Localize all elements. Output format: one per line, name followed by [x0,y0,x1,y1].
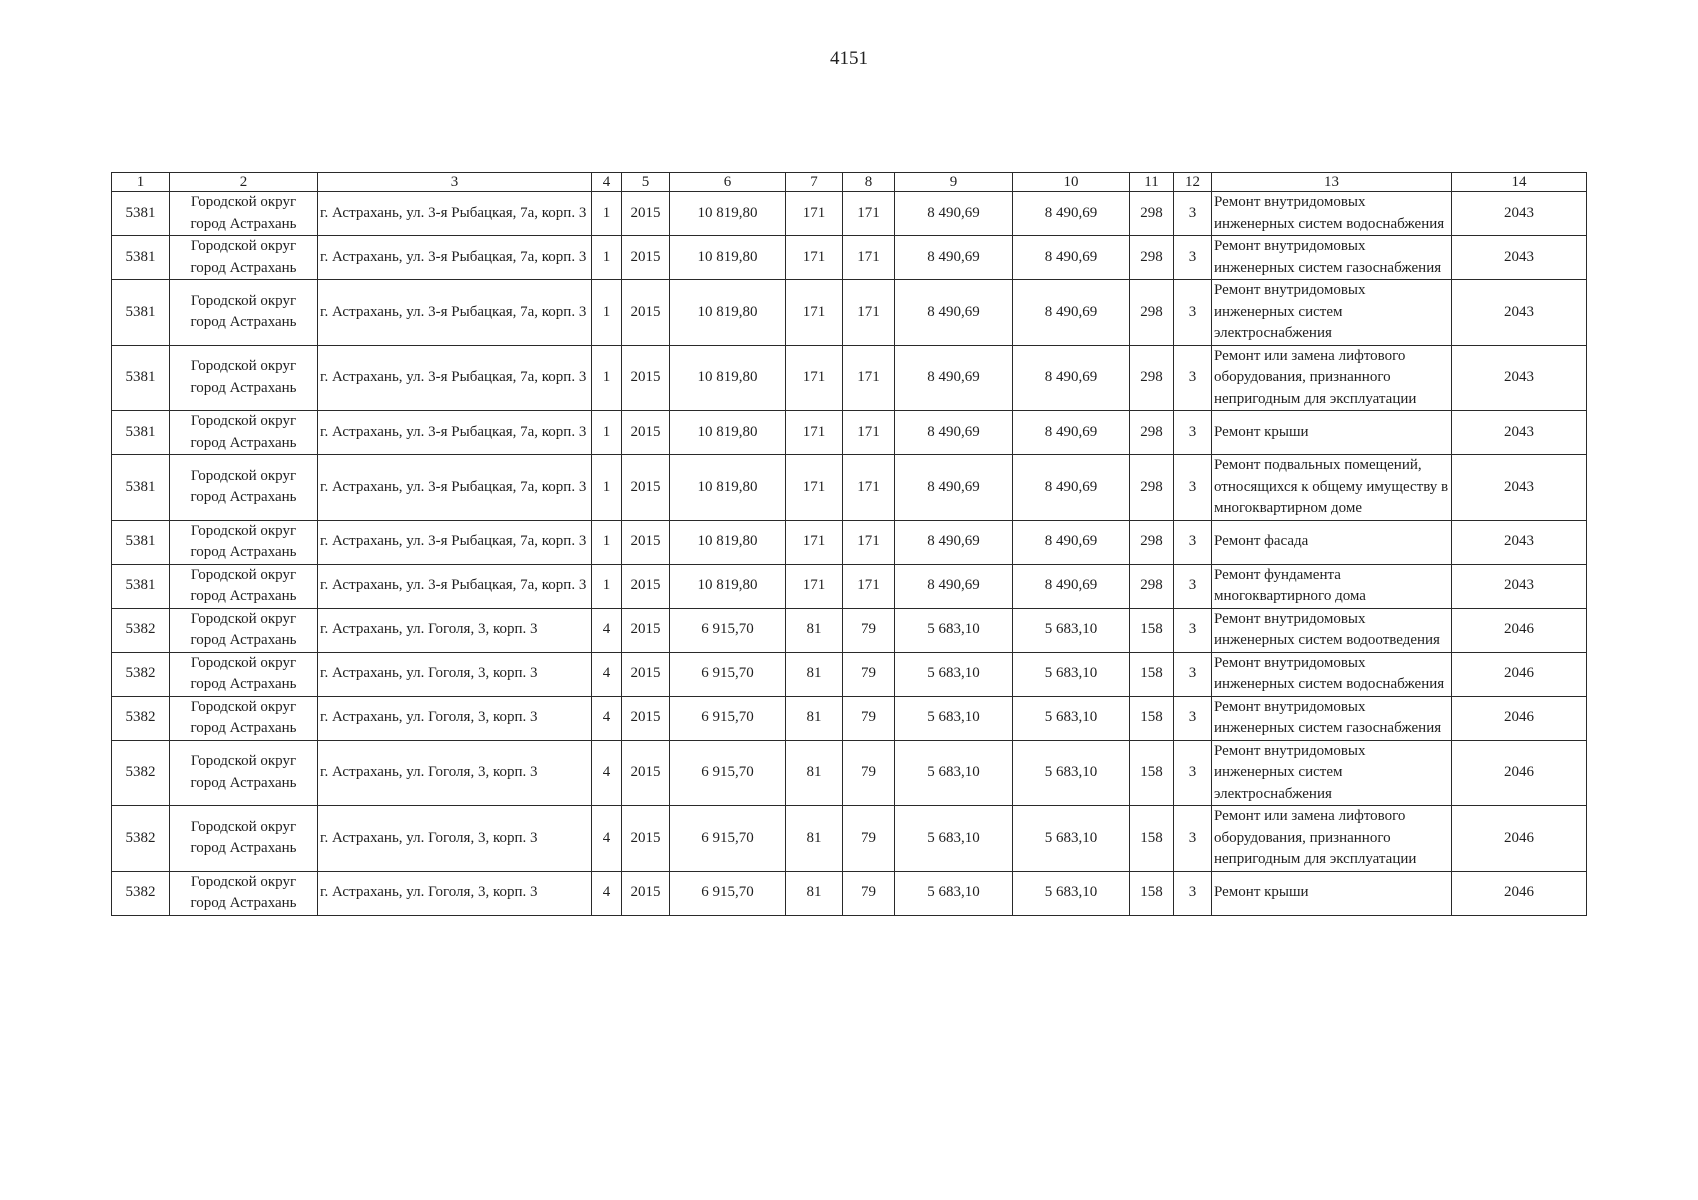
column-4-cell: 4 [592,806,622,872]
column-4-cell: 4 [592,652,622,696]
municipality-cell: Городской округ город Астрахань [170,871,318,915]
column-4-cell: 4 [592,871,622,915]
column-10-cell: 5 683,10 [1013,740,1130,806]
column-7-cell: 171 [786,280,843,346]
column-10-cell: 8 490,69 [1013,520,1130,564]
planned-year-cell: 2043 [1452,345,1587,411]
column-10-cell: 5 683,10 [1013,696,1130,740]
page-number: 4151 [830,48,868,69]
column-6-cell: 10 819,80 [670,192,786,236]
column-6-cell: 6 915,70 [670,806,786,872]
municipality-cell: Городской округ город Астрахань [170,192,318,236]
column-11-cell: 298 [1130,345,1174,411]
column-6-cell: 10 819,80 [670,411,786,455]
column-6-cell: 6 915,70 [670,652,786,696]
column-11-cell: 298 [1130,236,1174,280]
column-9-cell: 8 490,69 [895,236,1013,280]
planned-year-cell: 2043 [1452,455,1587,521]
record-id-cell: 5382 [112,608,170,652]
column-8-cell: 79 [843,740,895,806]
column-6-cell: 10 819,80 [670,280,786,346]
planned-year-cell: 2043 [1452,192,1587,236]
municipality-cell: Городской округ город Астрахань [170,345,318,411]
column-number: 7 [786,173,843,192]
column-number: 13 [1212,173,1452,192]
table-row [112,608,1587,652]
column-12-cell: 3 [1174,411,1212,455]
municipality-cell: Городской округ город Астрахань [170,652,318,696]
address-cell: г. Астрахань, ул. Гоголя, 3, корп. 3 [318,806,592,872]
record-id-cell: 5381 [112,280,170,346]
column-9-cell: 5 683,10 [895,652,1013,696]
year-cell: 2015 [622,696,670,740]
column-number: 10 [1013,173,1130,192]
column-7-cell: 171 [786,236,843,280]
column-10-cell: 8 490,69 [1013,280,1130,346]
year-cell: 2015 [622,520,670,564]
column-6-cell: 10 819,80 [670,564,786,608]
column-8-cell: 171 [843,411,895,455]
column-10-cell: 5 683,10 [1013,608,1130,652]
year-cell: 2015 [622,345,670,411]
column-11-cell: 298 [1130,192,1174,236]
table-row [112,564,1587,608]
column-12-cell: 3 [1174,192,1212,236]
year-cell: 2015 [622,411,670,455]
column-8-cell: 79 [843,871,895,915]
record-id-cell: 5381 [112,236,170,280]
column-6-cell: 10 819,80 [670,236,786,280]
column-number: 5 [622,173,670,192]
column-number: 11 [1130,173,1174,192]
column-9-cell: 5 683,10 [895,696,1013,740]
column-8-cell: 171 [843,520,895,564]
column-number: 1 [112,173,170,192]
table-row [112,806,1587,872]
column-9-cell: 8 490,69 [895,345,1013,411]
column-10-cell: 8 490,69 [1013,564,1130,608]
record-id-cell: 5381 [112,520,170,564]
year-cell: 2015 [622,871,670,915]
column-8-cell: 79 [843,806,895,872]
column-number: 12 [1174,173,1212,192]
column-12-cell: 3 [1174,280,1212,346]
column-8-cell: 171 [843,192,895,236]
record-id-cell: 5382 [112,871,170,915]
column-4-cell: 1 [592,455,622,521]
column-11-cell: 158 [1130,696,1174,740]
column-7-cell: 81 [786,806,843,872]
table-row [112,740,1587,806]
column-4-cell: 4 [592,608,622,652]
column-7-cell: 171 [786,564,843,608]
year-cell: 2015 [622,455,670,521]
column-12-cell: 3 [1174,455,1212,521]
work-type-cell: Ремонт внутридомовых инженерных систем электроснабжения [1212,740,1452,806]
record-id-cell: 5382 [112,806,170,872]
column-9-cell: 8 490,69 [895,411,1013,455]
column-8-cell: 171 [843,280,895,346]
table-row [112,871,1587,915]
column-4-cell: 1 [592,520,622,564]
year-cell: 2015 [622,564,670,608]
record-id-cell: 5381 [112,411,170,455]
column-number-row [112,173,1587,192]
municipality-cell: Городской округ город Астрахань [170,236,318,280]
address-cell: г. Астрахань, ул. Гоголя, 3, корп. 3 [318,696,592,740]
column-12-cell: 3 [1174,345,1212,411]
column-11-cell: 298 [1130,455,1174,521]
municipality-cell: Городской округ город Астрахань [170,564,318,608]
table-row [112,192,1587,236]
column-10-cell: 8 490,69 [1013,236,1130,280]
column-number: 3 [318,173,592,192]
column-12-cell: 3 [1174,236,1212,280]
record-id-cell: 5381 [112,192,170,236]
column-4-cell: 4 [592,740,622,806]
work-type-cell: Ремонт внутридомовых инженерных систем газоснабжения [1212,696,1452,740]
year-cell: 2015 [622,192,670,236]
column-9-cell: 5 683,10 [895,871,1013,915]
address-cell: г. Астрахань, ул. 3-я Рыбацкая, 7а, корп. 3 [318,411,592,455]
column-9-cell: 5 683,10 [895,608,1013,652]
column-7-cell: 171 [786,345,843,411]
planned-year-cell: 2046 [1452,740,1587,806]
register-table [111,172,1587,916]
column-11-cell: 158 [1130,806,1174,872]
column-10-cell: 5 683,10 [1013,806,1130,872]
column-4-cell: 1 [592,411,622,455]
column-7-cell: 171 [786,455,843,521]
municipality-cell: Городской округ город Астрахань [170,608,318,652]
column-7-cell: 171 [786,192,843,236]
column-10-cell: 8 490,69 [1013,455,1130,521]
planned-year-cell: 2046 [1452,608,1587,652]
column-12-cell: 3 [1174,652,1212,696]
column-8-cell: 79 [843,652,895,696]
column-9-cell: 5 683,10 [895,806,1013,872]
column-4-cell: 1 [592,345,622,411]
work-type-cell: Ремонт внутридомовых инженерных систем электроснабжения [1212,280,1452,346]
planned-year-cell: 2043 [1452,411,1587,455]
address-cell: г. Астрахань, ул. 3-я Рыбацкая, 7а, корп. 3 [318,236,592,280]
column-4-cell: 1 [592,192,622,236]
planned-year-cell: 2043 [1452,564,1587,608]
planned-year-cell: 2043 [1452,520,1587,564]
column-number: 8 [843,173,895,192]
work-type-cell: Ремонт внутридомовых инженерных систем водоснабжения [1212,192,1452,236]
column-12-cell: 3 [1174,740,1212,806]
column-11-cell: 298 [1130,280,1174,346]
column-number: 6 [670,173,786,192]
work-type-cell: Ремонт фундамента многоквартирного дома [1212,564,1452,608]
work-type-cell: Ремонт крыши [1212,871,1452,915]
column-8-cell: 79 [843,608,895,652]
column-number: 4 [592,173,622,192]
address-cell: г. Астрахань, ул. Гоголя, 3, корп. 3 [318,608,592,652]
column-8-cell: 171 [843,455,895,521]
address-cell: г. Астрахань, ул. 3-я Рыбацкая, 7а, корп. 3 [318,192,592,236]
work-type-cell: Ремонт внутридомовых инженерных систем водоснабжения [1212,652,1452,696]
municipality-cell: Городской округ город Астрахань [170,696,318,740]
column-number: 2 [170,173,318,192]
column-8-cell: 171 [843,236,895,280]
column-number: 9 [895,173,1013,192]
column-11-cell: 158 [1130,871,1174,915]
column-9-cell: 8 490,69 [895,564,1013,608]
column-12-cell: 3 [1174,871,1212,915]
work-type-cell: Ремонт или замена лифтового оборудования, признанного непригодным для эксплуатации [1212,345,1452,411]
municipality-cell: Городской округ город Астрахань [170,740,318,806]
year-cell: 2015 [622,740,670,806]
year-cell: 2015 [622,806,670,872]
column-9-cell: 8 490,69 [895,192,1013,236]
planned-year-cell: 2046 [1452,696,1587,740]
municipality-cell: Городской округ город Астрахань [170,520,318,564]
municipality-cell: Городской округ город Астрахань [170,411,318,455]
column-9-cell: 8 490,69 [895,280,1013,346]
record-id-cell: 5381 [112,564,170,608]
address-cell: г. Астрахань, ул. Гоголя, 3, корп. 3 [318,871,592,915]
column-11-cell: 158 [1130,740,1174,806]
work-type-cell: Ремонт фасада [1212,520,1452,564]
municipality-cell: Городской округ город Астрахань [170,455,318,521]
column-8-cell: 79 [843,696,895,740]
address-cell: г. Астрахань, ул. Гоголя, 3, корп. 3 [318,652,592,696]
work-type-cell: Ремонт крыши [1212,411,1452,455]
column-8-cell: 171 [843,564,895,608]
column-10-cell: 8 490,69 [1013,411,1130,455]
work-type-cell: Ремонт или замена лифтового оборудования, признанного непригодным для эксплуатации [1212,806,1452,872]
planned-year-cell: 2046 [1452,652,1587,696]
column-12-cell: 3 [1174,806,1212,872]
column-11-cell: 298 [1130,520,1174,564]
work-type-cell: Ремонт внутридомовых инженерных систем водоотведения [1212,608,1452,652]
column-4-cell: 1 [592,280,622,346]
column-10-cell: 8 490,69 [1013,192,1130,236]
record-id-cell: 5381 [112,455,170,521]
column-10-cell: 5 683,10 [1013,871,1130,915]
record-id-cell: 5382 [112,696,170,740]
municipality-cell: Городской округ город Астрахань [170,806,318,872]
record-id-cell: 5382 [112,740,170,806]
column-11-cell: 158 [1130,652,1174,696]
column-9-cell: 8 490,69 [895,455,1013,521]
column-4-cell: 1 [592,564,622,608]
year-cell: 2015 [622,236,670,280]
column-6-cell: 6 915,70 [670,608,786,652]
column-7-cell: 171 [786,411,843,455]
column-12-cell: 3 [1174,520,1212,564]
address-cell: г. Астрахань, ул. 3-я Рыбацкая, 7а, корп. 3 [318,345,592,411]
year-cell: 2015 [622,608,670,652]
address-cell: г. Астрахань, ул. 3-я Рыбацкая, 7а, корп. 3 [318,280,592,346]
column-11-cell: 298 [1130,564,1174,608]
year-cell: 2015 [622,280,670,346]
column-12-cell: 3 [1174,564,1212,608]
table-row [112,455,1587,521]
address-cell: г. Астрахань, ул. 3-я Рыбацкая, 7а, корп. 3 [318,564,592,608]
table-row [112,411,1587,455]
column-6-cell: 10 819,80 [670,455,786,521]
column-12-cell: 3 [1174,696,1212,740]
table-row [112,345,1587,411]
work-type-cell: Ремонт подвальных помещений, относящихся к общему имуществу в многоквартирном доме [1212,455,1452,521]
column-11-cell: 158 [1130,608,1174,652]
planned-year-cell: 2046 [1452,871,1587,915]
record-id-cell: 5381 [112,345,170,411]
column-9-cell: 5 683,10 [895,740,1013,806]
record-id-cell: 5382 [112,652,170,696]
work-type-cell: Ремонт внутридомовых инженерных систем газоснабжения [1212,236,1452,280]
column-9-cell: 8 490,69 [895,520,1013,564]
column-7-cell: 81 [786,696,843,740]
column-10-cell: 5 683,10 [1013,652,1130,696]
column-4-cell: 1 [592,236,622,280]
column-7-cell: 81 [786,608,843,652]
planned-year-cell: 2043 [1452,236,1587,280]
table-row [112,652,1587,696]
address-cell: г. Астрахань, ул. Гоголя, 3, корп. 3 [318,740,592,806]
column-7-cell: 81 [786,652,843,696]
column-6-cell: 6 915,70 [670,871,786,915]
column-6-cell: 6 915,70 [670,696,786,740]
column-8-cell: 171 [843,345,895,411]
table-row [112,280,1587,346]
column-7-cell: 81 [786,871,843,915]
table-row [112,696,1587,740]
address-cell: г. Астрахань, ул. 3-я Рыбацкая, 7а, корп. 3 [318,455,592,521]
table-row [112,236,1587,280]
planned-year-cell: 2043 [1452,280,1587,346]
column-7-cell: 81 [786,740,843,806]
municipality-cell: Городской округ город Астрахань [170,280,318,346]
column-4-cell: 4 [592,696,622,740]
column-12-cell: 3 [1174,608,1212,652]
column-6-cell: 6 915,70 [670,740,786,806]
column-number: 14 [1452,173,1587,192]
planned-year-cell: 2046 [1452,806,1587,872]
table-row [112,520,1587,564]
year-cell: 2015 [622,652,670,696]
column-10-cell: 8 490,69 [1013,345,1130,411]
column-7-cell: 171 [786,520,843,564]
column-11-cell: 298 [1130,411,1174,455]
column-6-cell: 10 819,80 [670,345,786,411]
address-cell: г. Астрахань, ул. 3-я Рыбацкая, 7а, корп. 3 [318,520,592,564]
column-6-cell: 10 819,80 [670,520,786,564]
